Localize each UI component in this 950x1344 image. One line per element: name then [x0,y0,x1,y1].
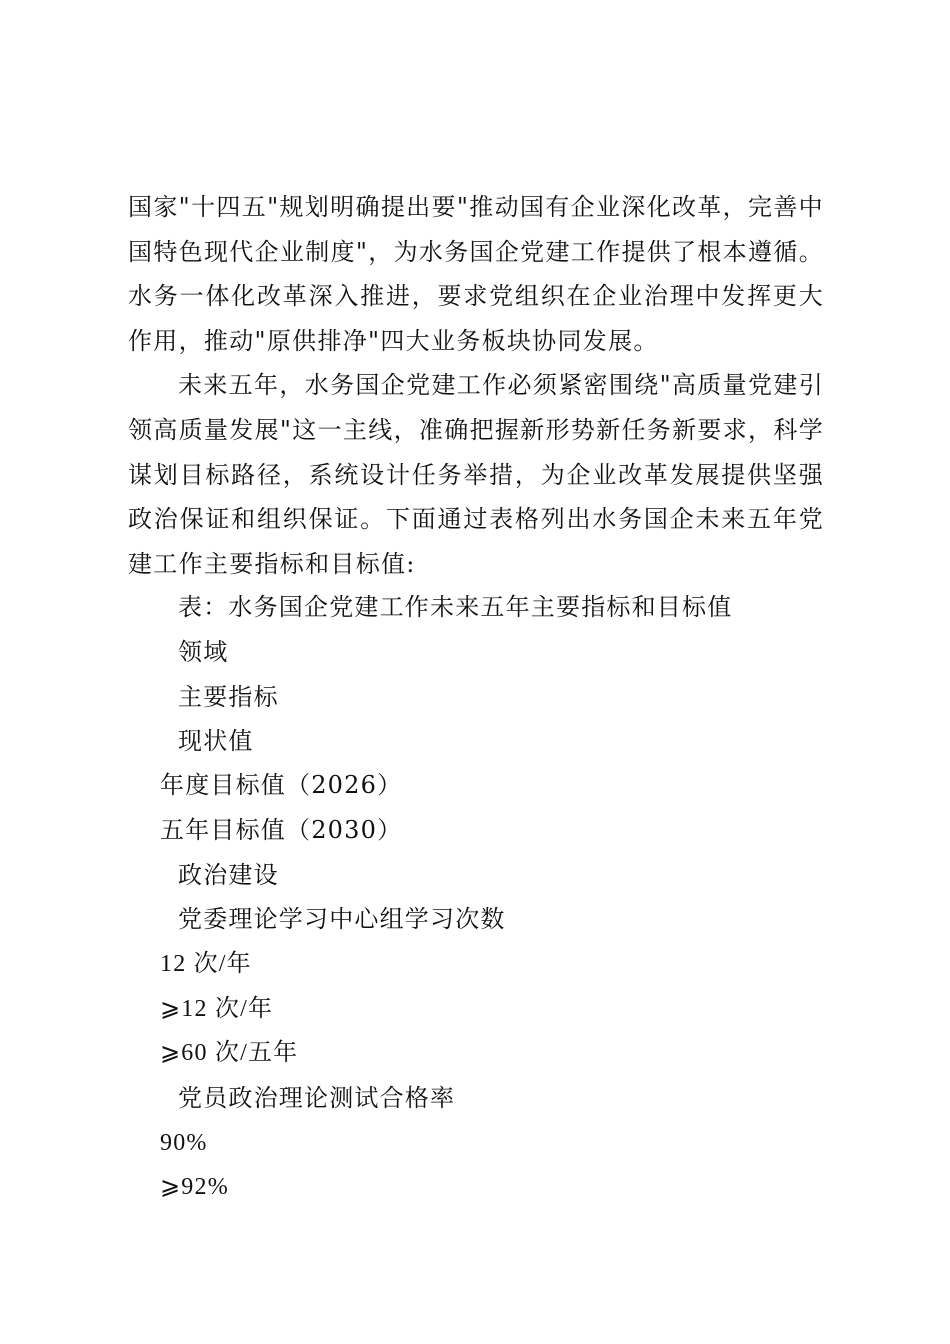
table-header-indicator: 主要指标 [178,683,279,711]
body-text [128,185,824,586]
table-header-current: 现状值 [178,727,254,755]
table-cell-indicator: 党员政治理论测试合格率 [178,1084,456,1112]
table-header-annual-target: 年度目标值（2026） [160,771,403,799]
table-cell-indicator: 党委理论学习中心组学习次数 [178,905,506,933]
paragraph-policy-background: 国家"十四五"规划明确提出要"推动国有企业深化改革，完善中国特色现代企业制度"，为水务国企党建工作提供了根本遵循。水务一体化改革深入推进，要求党组织在企业治理中发挥更大作用，推动"原供排净"四大业务板块协同发展。 [128,193,824,355]
table-header-five-year-target: 五年目标值（2030） [160,816,403,844]
table-cell-five-year-target: ⩾60 次/五年 [160,1040,299,1066]
table-caption: 表：水务国企党建工作未来五年主要指标和目标值 [178,593,733,621]
table-cell-annual-target: ⩾12 次/年 [160,996,274,1022]
table-cell-annual-target: ⩾92% [160,1174,229,1200]
table-cell-current: 12 次/年 [160,951,252,977]
table-cell-domain: 政治建设 [178,861,279,889]
paragraph-five-year-goal: 未来五年，水务国企党建工作必须紧密围绕"高质量党建引领高质量发展"这一主线，准确把握新形势新任务新要求，科学谋划目标路径，系统设计任务举措，为企业改革发展提供坚强政治保证和组织保证。下面通过表格列出水务国企未来五年党建工作主要指标和目标值: [128,371,824,578]
table-cell-current: 90% [160,1130,208,1156]
table-header-domain: 领域 [178,638,229,666]
